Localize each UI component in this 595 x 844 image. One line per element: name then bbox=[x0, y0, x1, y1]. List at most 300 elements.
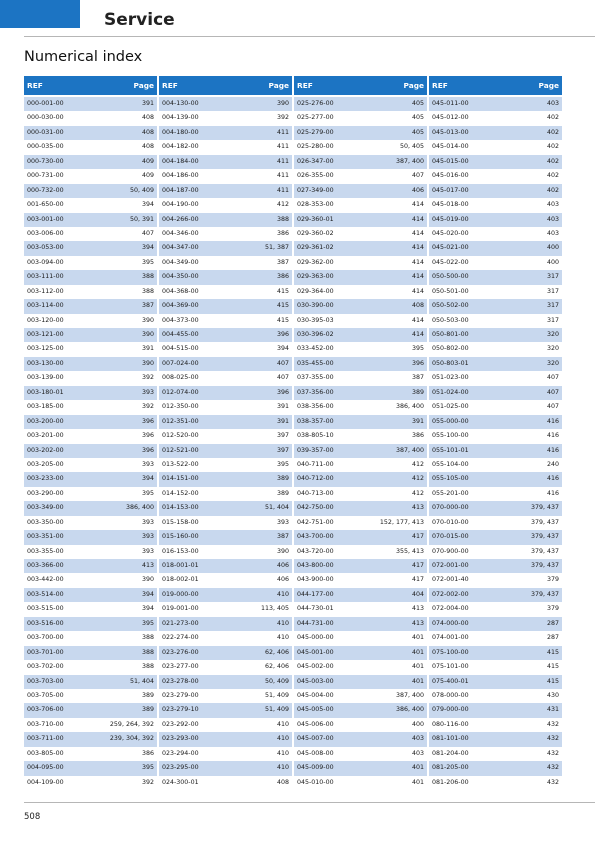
table-row bbox=[294, 241, 427, 255]
page-reference: 389 bbox=[141, 706, 154, 714]
ref-number: 003-139-00 bbox=[27, 374, 64, 382]
ref-number: 003-349-00 bbox=[27, 504, 64, 512]
ref-number: 003-112-00 bbox=[27, 287, 64, 295]
ref-number: 003-711-00 bbox=[27, 735, 64, 743]
page-reference: 412 bbox=[411, 460, 424, 468]
page-reference: 50, 405 bbox=[399, 143, 424, 151]
ref-number: 050-802-00 bbox=[432, 345, 469, 353]
ref-number: 014-153-00 bbox=[162, 504, 199, 512]
page-reference: 395 bbox=[276, 460, 289, 468]
ref-number: 081-204-00 bbox=[432, 749, 469, 757]
table-row bbox=[159, 184, 292, 198]
table-row bbox=[159, 530, 292, 544]
ref-number: 003-351-00 bbox=[27, 533, 64, 541]
ref-number: 039-357-00 bbox=[297, 446, 334, 454]
ref-number: 003-442-00 bbox=[27, 576, 64, 584]
ref-number: 075-101-00 bbox=[432, 663, 469, 671]
page-header: Page bbox=[403, 81, 424, 90]
ref-number: 045-019-00 bbox=[432, 215, 469, 223]
table-row bbox=[159, 444, 292, 458]
table-row bbox=[294, 155, 427, 169]
page-reference: 391 bbox=[141, 100, 154, 107]
table-row bbox=[294, 227, 427, 241]
ref-number: 003-706-00 bbox=[27, 706, 64, 714]
ref-number: 003-053-00 bbox=[27, 244, 64, 252]
ref-number: 023-294-00 bbox=[162, 749, 199, 757]
ref-number: 000-732-00 bbox=[27, 186, 64, 194]
page-reference: 401 bbox=[411, 648, 424, 656]
page-number: 508 bbox=[24, 812, 41, 822]
table-row bbox=[294, 689, 427, 703]
page-reference: 410 bbox=[276, 634, 289, 642]
page-reference: 411 bbox=[276, 128, 289, 136]
table-row bbox=[159, 559, 292, 573]
table-row bbox=[429, 732, 562, 746]
ref-number: 004-515-00 bbox=[162, 345, 199, 353]
page-reference: 414 bbox=[411, 316, 424, 324]
ref-number: 004-186-00 bbox=[162, 172, 199, 180]
page-reference: 402 bbox=[546, 157, 559, 165]
ref-number: 018-001-01 bbox=[162, 562, 199, 569]
page-reference: 50, 391 bbox=[129, 215, 154, 223]
ref-number: 004-373-00 bbox=[162, 316, 199, 324]
column-header bbox=[159, 76, 292, 95]
ref-number: 070-000-00 bbox=[432, 504, 469, 512]
page-reference: 50, 409 bbox=[264, 677, 289, 685]
ref-number: 045-000-00 bbox=[297, 634, 334, 642]
table-row bbox=[24, 675, 157, 689]
page-reference: 392 bbox=[276, 114, 289, 122]
table-row bbox=[24, 241, 157, 255]
page-reference: 412 bbox=[411, 475, 424, 483]
ref-number: 055-100-00 bbox=[432, 432, 469, 440]
table-row bbox=[294, 761, 427, 775]
ref-number: 003-515-00 bbox=[27, 605, 64, 613]
page-reference: 402 bbox=[546, 128, 559, 136]
ref-number: 072-001-00 bbox=[432, 562, 469, 569]
ref-number: 081-205-00 bbox=[432, 764, 469, 772]
ref-number: 045-007-00 bbox=[297, 735, 334, 743]
table-row bbox=[159, 732, 292, 746]
page-reference: 388 bbox=[141, 287, 154, 295]
table-row bbox=[24, 458, 157, 472]
ref-number: 014-152-00 bbox=[162, 489, 199, 497]
ref-number: 013-522-00 bbox=[162, 460, 199, 468]
table-row bbox=[429, 198, 562, 212]
page-header: Page bbox=[133, 81, 154, 90]
ref-number: 044-177-00 bbox=[297, 590, 334, 598]
column-rows bbox=[429, 97, 562, 790]
column-rows bbox=[294, 97, 427, 790]
table-row bbox=[24, 342, 157, 356]
ref-number: 051-023-00 bbox=[432, 374, 469, 382]
page-reference: 417 bbox=[411, 562, 424, 569]
page-reference: 390 bbox=[276, 100, 289, 107]
ref-number: 081-101-00 bbox=[432, 735, 469, 743]
page-reference: 386 bbox=[141, 749, 154, 757]
ref-number: 030-390-00 bbox=[297, 302, 334, 310]
table-row bbox=[24, 602, 157, 616]
page-reference: 407 bbox=[276, 374, 289, 382]
page-reference: 394 bbox=[141, 244, 154, 252]
table-row bbox=[159, 573, 292, 587]
ref-number: 045-014-00 bbox=[432, 143, 469, 151]
ref-number: 045-008-00 bbox=[297, 749, 334, 757]
page-reference: 397 bbox=[276, 432, 289, 440]
page-reference: 416 bbox=[546, 432, 559, 440]
page-reference: 393 bbox=[141, 518, 154, 526]
page-reference: 393 bbox=[141, 533, 154, 541]
ref-number: 003-366-00 bbox=[27, 562, 64, 569]
ref-number: 003-233-00 bbox=[27, 475, 64, 483]
page-reference: 414 bbox=[411, 201, 424, 209]
page-reference: 386 bbox=[276, 229, 289, 237]
ref-number: 004-369-00 bbox=[162, 302, 199, 310]
table-row bbox=[159, 198, 292, 212]
ref-number: 003-700-00 bbox=[27, 634, 64, 642]
page-reference: 414 bbox=[411, 244, 424, 252]
ref-number: 029-360-01 bbox=[297, 215, 334, 223]
page-reference: 401 bbox=[411, 764, 424, 772]
page-reference: 379, 437 bbox=[530, 590, 559, 598]
table-row bbox=[429, 184, 562, 198]
table-row bbox=[24, 386, 157, 400]
table-row bbox=[24, 617, 157, 631]
ref-number: 019-001-00 bbox=[162, 605, 199, 613]
page-reference: 408 bbox=[141, 128, 154, 136]
page-reference: 396 bbox=[141, 432, 154, 440]
page-header: Page bbox=[268, 81, 289, 90]
page-title: Numerical index bbox=[24, 49, 143, 65]
table-row bbox=[429, 415, 562, 429]
table-row bbox=[159, 429, 292, 443]
table-row bbox=[294, 458, 427, 472]
ref-number: 045-005-00 bbox=[297, 706, 334, 714]
page-reference: 317 bbox=[546, 316, 559, 324]
ref-number: 072-002-00 bbox=[432, 590, 469, 598]
table-row bbox=[24, 516, 157, 530]
table-row bbox=[24, 573, 157, 587]
table-row bbox=[429, 386, 562, 400]
ref-number: 023-276-00 bbox=[162, 648, 199, 656]
table-row bbox=[294, 314, 427, 328]
ref-number: 023-277-00 bbox=[162, 663, 199, 671]
page-reference: 113, 405 bbox=[260, 605, 289, 613]
ref-number: 050-803-01 bbox=[432, 359, 469, 367]
ref-number: 004-130-00 bbox=[162, 100, 199, 107]
page-reference: 396 bbox=[276, 388, 289, 396]
ref-number: 003-350-00 bbox=[27, 518, 64, 526]
table-row bbox=[429, 761, 562, 775]
ref-number: 023-295-00 bbox=[162, 764, 199, 772]
ref-number: 012-521-00 bbox=[162, 446, 199, 454]
table-row bbox=[24, 559, 157, 573]
page-reference: 388 bbox=[141, 663, 154, 671]
page-reference: 389 bbox=[276, 489, 289, 497]
table-row bbox=[294, 342, 427, 356]
page-reference: 379 bbox=[546, 576, 559, 584]
table-row bbox=[429, 458, 562, 472]
ref-number: 003-516-00 bbox=[27, 619, 64, 627]
ref-number: 080-116-00 bbox=[432, 720, 469, 728]
page-reference: 432 bbox=[546, 720, 559, 728]
ref-header: REF bbox=[432, 81, 448, 90]
ref-number: 004-184-00 bbox=[162, 157, 199, 165]
ref-number: 050-501-00 bbox=[432, 287, 469, 295]
table-row bbox=[294, 703, 427, 717]
page-reference: 431 bbox=[546, 706, 559, 714]
ref-number: 051-025-00 bbox=[432, 403, 469, 411]
index-column-1 bbox=[24, 76, 157, 790]
ref-number: 044-730-01 bbox=[297, 605, 334, 613]
page-reference: 393 bbox=[141, 460, 154, 468]
table-row bbox=[24, 126, 157, 140]
page-reference: 396 bbox=[141, 417, 154, 425]
table-row bbox=[159, 689, 292, 703]
ref-number: 004-139-00 bbox=[162, 114, 199, 122]
page-reference: 287 bbox=[546, 619, 559, 627]
ref-number: 004-109-00 bbox=[27, 778, 64, 786]
page-reference: 387 bbox=[141, 302, 154, 310]
ref-number: 043-700-00 bbox=[297, 533, 334, 541]
table-row bbox=[24, 429, 157, 443]
ref-number: 000-731-00 bbox=[27, 172, 64, 180]
ref-number: 045-022-00 bbox=[432, 258, 469, 266]
ref-number: 072-004-00 bbox=[432, 605, 469, 613]
table-row bbox=[24, 227, 157, 241]
table-row bbox=[429, 602, 562, 616]
table-row bbox=[294, 213, 427, 227]
column-header bbox=[294, 76, 427, 95]
ref-number: 026-355-00 bbox=[297, 172, 334, 180]
table-row bbox=[24, 415, 157, 429]
page-reference: 388 bbox=[141, 273, 154, 281]
page-reference: 51, 387 bbox=[264, 244, 289, 252]
page-reference: 402 bbox=[546, 143, 559, 151]
table-row bbox=[24, 487, 157, 501]
page-reference: 391 bbox=[141, 345, 154, 353]
ref-number: 038-356-00 bbox=[297, 403, 334, 411]
table-row bbox=[24, 285, 157, 299]
ref-number: 008-025-00 bbox=[162, 374, 199, 382]
ref-number: 029-361-02 bbox=[297, 244, 334, 252]
page-reference: 405 bbox=[411, 128, 424, 136]
table-row bbox=[429, 516, 562, 530]
page-reference: 396 bbox=[141, 446, 154, 454]
ref-number: 050-801-00 bbox=[432, 331, 469, 338]
ref-number: 023-279-10 bbox=[162, 706, 199, 714]
table-row bbox=[159, 776, 292, 790]
table-row bbox=[429, 270, 562, 284]
page-reference: 395 bbox=[141, 619, 154, 627]
table-row bbox=[159, 703, 292, 717]
table-row bbox=[24, 400, 157, 414]
page-reference: 396 bbox=[411, 359, 424, 367]
ref-number: 015-160-00 bbox=[162, 533, 199, 541]
page-reference: 412 bbox=[411, 489, 424, 497]
table-row bbox=[159, 213, 292, 227]
page-reference: 389 bbox=[141, 691, 154, 699]
page-reference: 414 bbox=[411, 287, 424, 295]
ref-number: 040-711-00 bbox=[297, 460, 334, 468]
page-reference: 408 bbox=[141, 143, 154, 151]
page-reference: 401 bbox=[411, 663, 424, 671]
table-row bbox=[159, 415, 292, 429]
table-row bbox=[429, 646, 562, 660]
table-row bbox=[24, 299, 157, 313]
page-reference: 413 bbox=[411, 605, 424, 613]
ref-number: 044-731-00 bbox=[297, 619, 334, 627]
ref-number: 015-158-00 bbox=[162, 518, 199, 526]
ref-number: 003-180-01 bbox=[27, 388, 64, 396]
ref-number: 045-020-00 bbox=[432, 229, 469, 237]
page-reference: 388 bbox=[141, 648, 154, 656]
page-reference: 416 bbox=[546, 475, 559, 483]
column-rows bbox=[159, 97, 292, 790]
page-reference: 432 bbox=[546, 735, 559, 743]
table-row bbox=[159, 631, 292, 645]
table-row bbox=[159, 501, 292, 515]
table-row bbox=[159, 126, 292, 140]
ref-number: 012-351-00 bbox=[162, 417, 199, 425]
ref-number: 003-114-00 bbox=[27, 302, 64, 310]
index-column-4 bbox=[429, 76, 562, 790]
table-row bbox=[159, 386, 292, 400]
ref-number: 003-205-00 bbox=[27, 460, 64, 468]
ref-number: 055-105-00 bbox=[432, 475, 469, 483]
page-reference: 392 bbox=[141, 778, 154, 786]
ref-number: 045-015-00 bbox=[432, 157, 469, 165]
ref-number: 043-900-00 bbox=[297, 576, 334, 584]
table-row bbox=[159, 140, 292, 154]
page-reference: 403 bbox=[546, 100, 559, 107]
page-reference: 405 bbox=[411, 100, 424, 107]
ref-number: 045-021-00 bbox=[432, 244, 469, 252]
page-reference: 386 bbox=[276, 273, 289, 281]
page-reference: 50, 409 bbox=[129, 186, 154, 194]
ref-number: 045-002-00 bbox=[297, 663, 334, 671]
table-row bbox=[294, 371, 427, 385]
ref-number: 026-347-00 bbox=[297, 157, 334, 165]
ref-number: 003-355-00 bbox=[27, 547, 64, 555]
ref-number: 021-273-00 bbox=[162, 619, 199, 627]
page-reference: 51, 404 bbox=[264, 504, 289, 512]
table-row bbox=[294, 559, 427, 573]
ref-number: 033-452-00 bbox=[297, 345, 334, 353]
ref-number: 070-015-00 bbox=[432, 533, 469, 541]
ref-header: REF bbox=[162, 81, 178, 90]
page-reference: 51, 409 bbox=[264, 691, 289, 699]
table-row bbox=[294, 97, 427, 111]
table-row bbox=[294, 270, 427, 284]
table-row bbox=[294, 646, 427, 660]
ref-number: 012-520-00 bbox=[162, 432, 199, 440]
page-reference: 401 bbox=[411, 778, 424, 786]
page-reference: 259, 264, 392 bbox=[109, 720, 154, 728]
table-row bbox=[429, 256, 562, 270]
page-reference: 403 bbox=[546, 215, 559, 223]
ref-number: 055-201-00 bbox=[432, 489, 469, 497]
table-row bbox=[24, 761, 157, 775]
ref-number: 028-353-00 bbox=[297, 201, 334, 209]
table-row bbox=[294, 631, 427, 645]
page-reference: 389 bbox=[276, 475, 289, 483]
table-row bbox=[429, 776, 562, 790]
table-row bbox=[429, 97, 562, 111]
table-row bbox=[294, 184, 427, 198]
page-reference: 415 bbox=[276, 287, 289, 295]
page-reference: 406 bbox=[276, 576, 289, 584]
table-row bbox=[24, 140, 157, 154]
ref-number: 003-703-00 bbox=[27, 677, 64, 685]
page-reference: 320 bbox=[546, 359, 559, 367]
table-row bbox=[159, 314, 292, 328]
page-reference: 414 bbox=[411, 273, 424, 281]
page-reference: 394 bbox=[141, 605, 154, 613]
table-row bbox=[294, 472, 427, 486]
page-reference: 389 bbox=[411, 388, 424, 396]
page-reference: 432 bbox=[546, 749, 559, 757]
ref-number: 074-001-00 bbox=[432, 634, 469, 642]
table-row bbox=[24, 689, 157, 703]
page-reference: 320 bbox=[546, 331, 559, 338]
ref-number: 040-713-00 bbox=[297, 489, 334, 497]
ref-number: 075-100-00 bbox=[432, 648, 469, 656]
page-reference: 414 bbox=[411, 215, 424, 223]
table-row bbox=[294, 516, 427, 530]
table-row bbox=[429, 545, 562, 559]
page-reference: 287 bbox=[546, 634, 559, 642]
page-reference: 432 bbox=[546, 764, 559, 772]
page-reference: 409 bbox=[141, 172, 154, 180]
table-row bbox=[24, 545, 157, 559]
table-row bbox=[429, 660, 562, 674]
page-reference: 416 bbox=[546, 417, 559, 425]
ref-number: 075-400-01 bbox=[432, 677, 469, 685]
table-row bbox=[24, 270, 157, 284]
table-row bbox=[159, 97, 292, 111]
ref-number: 030-396-02 bbox=[297, 331, 334, 338]
page-reference: 390 bbox=[276, 547, 289, 555]
table-row bbox=[159, 545, 292, 559]
page-reference: 415 bbox=[276, 316, 289, 324]
table-row bbox=[429, 169, 562, 183]
table-row bbox=[159, 285, 292, 299]
page-reference: 395 bbox=[141, 258, 154, 266]
ref-number: 037-356-00 bbox=[297, 388, 334, 396]
table-row bbox=[294, 718, 427, 732]
table-row bbox=[24, 371, 157, 385]
table-row bbox=[159, 747, 292, 761]
ref-number: 023-293-00 bbox=[162, 735, 199, 743]
ref-number: 004-180-00 bbox=[162, 128, 199, 136]
table-row bbox=[429, 429, 562, 443]
ref-number: 003-702-00 bbox=[27, 663, 64, 671]
ref-number: 045-001-00 bbox=[297, 648, 334, 656]
column-header bbox=[429, 76, 562, 95]
table-row bbox=[429, 342, 562, 356]
table-row bbox=[24, 155, 157, 169]
table-row bbox=[159, 342, 292, 356]
page-reference: 394 bbox=[141, 590, 154, 598]
ref-number: 004-190-00 bbox=[162, 201, 199, 209]
ref-header: REF bbox=[297, 81, 313, 90]
table-row bbox=[24, 472, 157, 486]
index-column-3 bbox=[294, 76, 427, 790]
page-reference: 403 bbox=[411, 749, 424, 757]
page-reference: 407 bbox=[141, 229, 154, 237]
table-row bbox=[159, 256, 292, 270]
